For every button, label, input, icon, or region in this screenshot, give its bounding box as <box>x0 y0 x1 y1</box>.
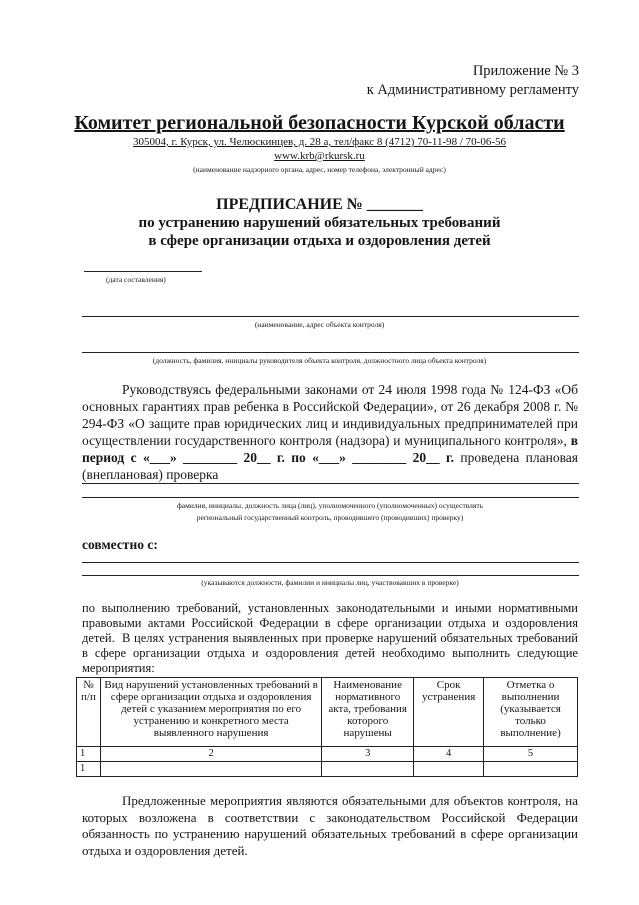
participants-line-2 <box>82 575 579 576</box>
table-row <box>77 762 578 777</box>
object-caption: (наименование, адрес объекта контроля) <box>254 320 385 329</box>
header-deadline: Срок устранения <box>414 678 484 747</box>
subtitle-line-2: в сфере организации отдыха и оздоровления детей <box>148 233 491 249</box>
header-violation: Вид нарушений установленных требований в сфере организации отдыха и оздоровления детей с указанием мероприятия по его устранению и конкретного места выявленного нарушения <box>100 678 321 747</box>
participants-caption: (указываются должности, фамилии и инициалы лиц, участвовавших в проверке) <box>201 578 459 587</box>
jointly-label: совместно с: <box>82 537 158 552</box>
inspector-caption-line-2: региональный государственный контроль, проводившего (проводивших) проверку) <box>196 513 464 522</box>
object-line <box>82 316 579 317</box>
appendix-number: Приложение № 3 <box>472 63 579 79</box>
date-line <box>84 271 202 272</box>
table-cell: 4 <box>414 747 484 762</box>
paragraph-requirements: по выполнению требований, установленных законодательными и иными нормативными правовыми актами Российской Федерации в сфере организации отдыха и оздоровления детей. <box>82 601 578 645</box>
header-normative-act: Наименование нормативного акта, требования которого нарушены <box>322 678 414 747</box>
table-cell: 2 <box>100 747 321 762</box>
measures-table <box>76 677 578 777</box>
obligation-text: Предложенные мероприятия являются обязательными для объектов контроля, на которых возложена в соответствии с законодательством Российской Федерации обязанность по устранению нарушений обязательных требований в сфере организации отдыха и оздоровления детей. <box>82 793 578 858</box>
committee-website: www.krb@rkursk.ru <box>274 150 365 162</box>
appendix-reference: к Административному регламенту <box>366 82 579 98</box>
inspection-period: в период с «___» ________ 20__ г. по «___» ________ 20__ г. <box>82 433 578 465</box>
committee-address: 305004, г. Курск, ул. Челюскинцев, д. 28 а, тел/факс 8 (4712) 70-11-98 / 70-06-56 <box>132 136 507 148</box>
table-cell: 5 <box>484 747 578 762</box>
table-row <box>77 747 578 762</box>
paragraph-measures <box>82 631 578 676</box>
document-title: ПРЕДПИСАНИЕ № _______ <box>216 196 423 213</box>
table-cell <box>414 762 484 777</box>
date-caption: (дата составления) <box>106 275 166 284</box>
inspector-line-2 <box>82 497 579 498</box>
table-cell: 3 <box>322 747 414 762</box>
inspection-type: проведена плановая (внеплановая) проверка <box>82 450 579 482</box>
legal-basis-text: Руководствуясь федеральными законами от 24 июля 1998 года № 124-ФЗ «Об основных гарантиях прав ребенка в Российской Федерации», от 26 декабря 2008 г. № 294-ФЗ «О защите прав юридических лиц и индивидуальных предпринимателей при осуществлении государственного контроля (надзора) и муниципального контроля», <box>82 382 578 448</box>
header-number: № п/п <box>77 678 101 747</box>
table-cell <box>484 762 578 777</box>
official-caption: (должность, фамилия, инициалы руководителя объекта контроля, должностного лица объекта контроля) <box>152 356 487 365</box>
header-completion-mark: Отметка о выполнении (указывается только выполнение) <box>484 678 578 747</box>
inspector-caption <box>82 500 578 524</box>
table-cell <box>100 762 321 777</box>
committee-caption: (наименование надзорного органа, адрес, номер телефона, электронный адрес) <box>193 165 446 174</box>
paragraph-obligation <box>82 793 578 859</box>
inspector-line-1 <box>82 483 579 484</box>
table-cell <box>322 762 414 777</box>
measures-text: В целях устранения выявленных при проверке нарушений обязательных требований в сфере организации отдыха и оздоровления детей необходимо выполнить следующие мероприятия: <box>82 631 578 675</box>
table-cell: 1 <box>77 762 101 777</box>
subtitle-line-1: по устранению нарушений обязательных требований <box>138 215 501 231</box>
paragraph-legal-basis <box>82 381 578 483</box>
table-cell: 1 <box>77 747 101 762</box>
appendix-header <box>367 62 579 100</box>
committee-title: Комитет региональной безопасности Курской области <box>74 112 565 134</box>
document-subtitle <box>0 214 639 250</box>
table-header-row <box>77 678 578 747</box>
official-line <box>82 352 579 353</box>
participants-line-1 <box>82 562 579 563</box>
inspector-caption-line-1: фамилия, инициалы, должность лица (лиц), уполномоченного (уполномоченных) осуществлять <box>176 501 484 510</box>
